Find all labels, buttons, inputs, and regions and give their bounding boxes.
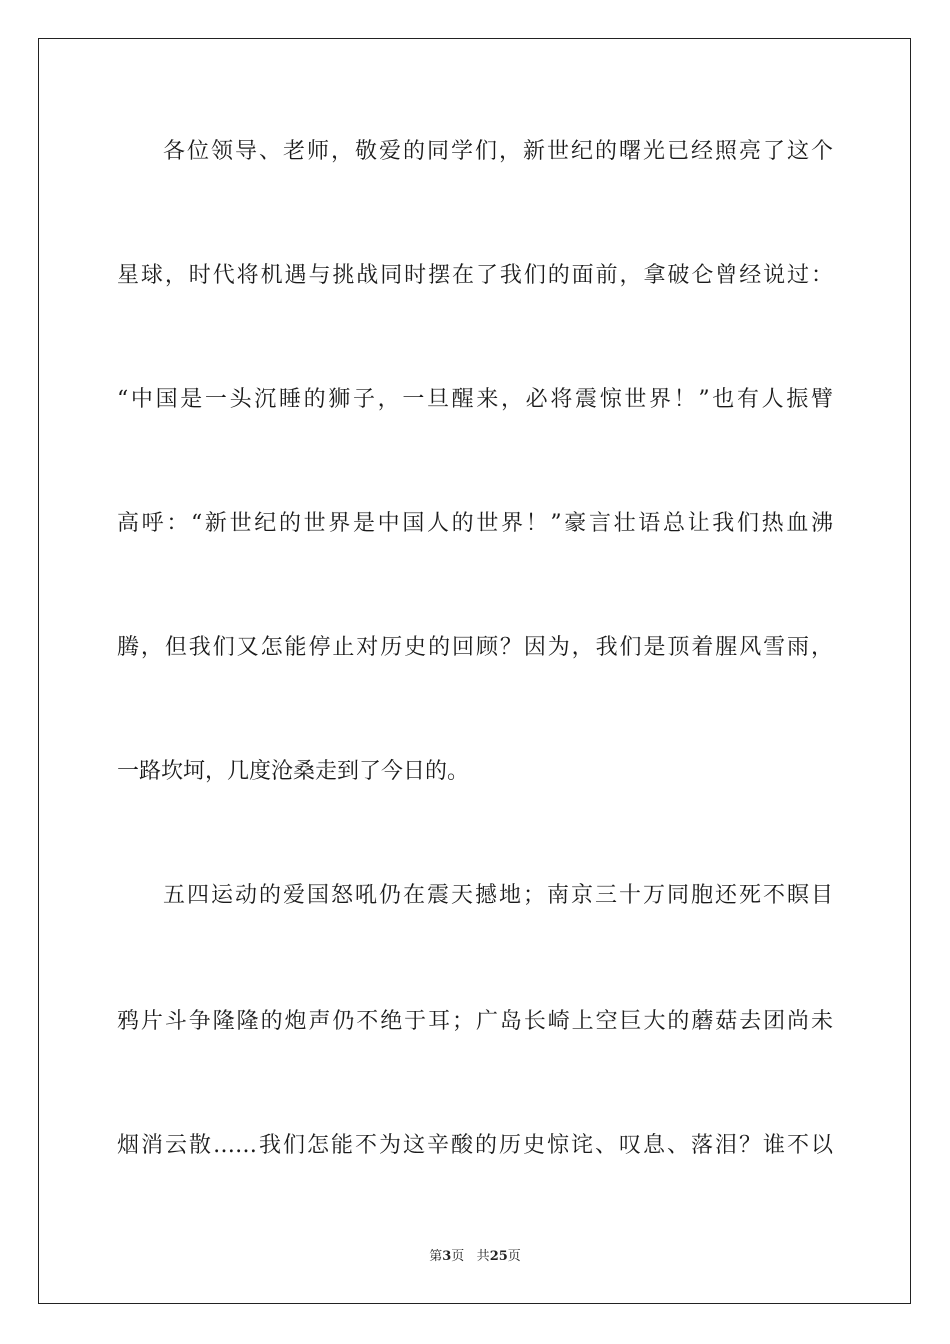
paragraph-2-line-1: 五四运动的爱国怒吼仍在震天撼地；南京三十万同胞还死不瞑目 [163,883,833,908]
footer-total-unit: 页 [507,1249,521,1264]
paragraph-1-line-2: 星球，时代将机遇与挑战同时摆在了我们的面前，拿破仑曾经说过： [117,263,833,288]
paragraph-1-line-5: 腾，但我们又怎能停止对历史的回顾？因为，我们是顶着腥风雪雨， [117,635,833,660]
page-footer [0,1248,950,1266]
footer-total-prefix: 共 [476,1249,490,1264]
paragraph-2-line-3: 烟消云散……我们怎能不为这辛酸的历史惊诧、叹息、落泪？谁不以 [117,1133,833,1158]
paragraph-2-line-2: 鸦片斗争隆隆的炮声仍不绝于耳；广岛长崎上空巨大的蘑菇去团尚未 [117,1009,833,1034]
paragraph-1-line-1: 各位领导、老师，敬爱的同学们，新世纪的曙光已经照亮了这个 [163,139,833,164]
paragraph-1-line-6: 一路坎坷，几度沧桑走到了今日的。 [117,759,470,784]
page-border [38,38,911,1304]
paragraph-1-line-3: “中国是一头沉睡的狮子，一旦醒来，必将震惊世界！”也有人振臂 [117,387,833,412]
footer-page-prefix: 第 [429,1249,443,1264]
footer-page-unit: 页 [451,1249,465,1264]
footer-page-current: 3 [442,1249,452,1264]
footer-page-total: 25 [489,1249,508,1264]
paragraph-1-line-4: 高呼：“新世纪的世界是中国人的世界！”豪言壮语总让我们热血沸 [117,511,833,536]
